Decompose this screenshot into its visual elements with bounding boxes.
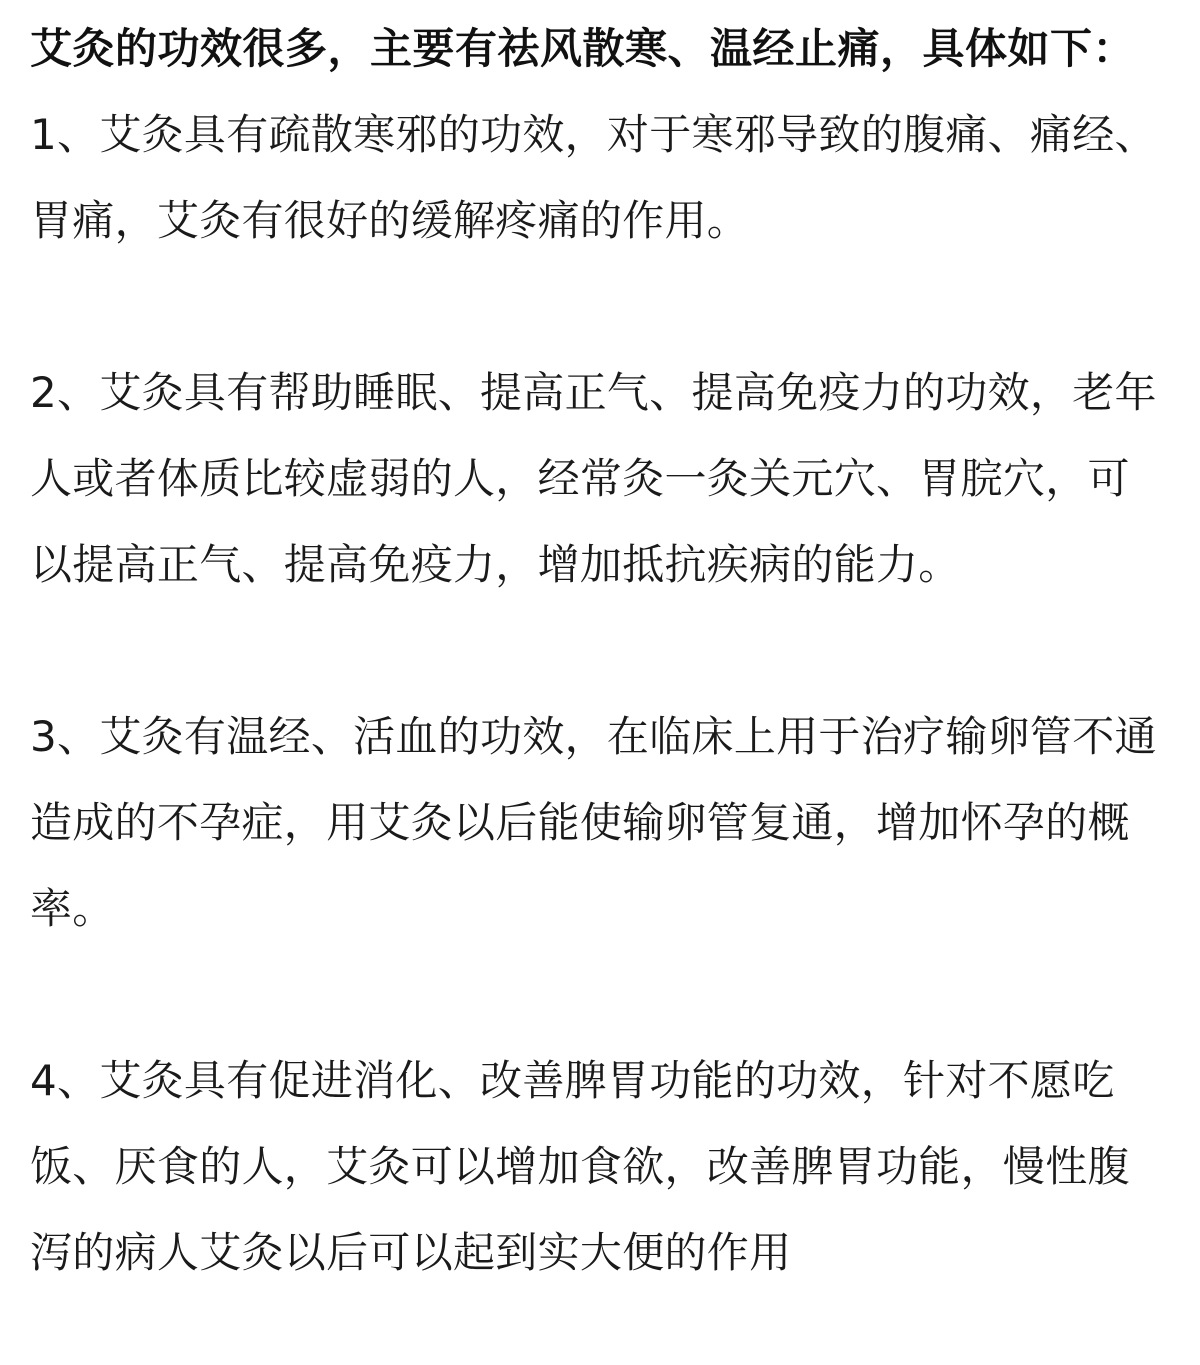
paragraph-1: 1、艾灸具有疏散寒邪的功效，对于寒邪导致的腹痛、痛经、胃痛，艾灸有很好的缓解疼痛的作用。 xyxy=(30,110,1157,245)
paragraph-4: 4、艾灸具有促进消化、改善脾胃功能的功效，针对不愿吃饭、厌食的人，艾灸可以增加食欲，改善脾胃功能，慢性腹泻的病人艾灸以后可以起到实大便的作用 xyxy=(30,1056,1130,1277)
paragraph-3: 3、艾灸有温经、活血的功效，在临床上用于治疗输卵管不通造成的不孕症，用艾灸以后能使输卵管复通，增加怀孕的概率。 xyxy=(30,712,1157,933)
paragraph-2: 2、艾灸具有帮助睡眠、提高正气、提高免疫力的功效，老年人或者体质比较虚弱的人，经常灸一灸关元穴、胃脘穴，可以提高正气、提高免疫力，增加抵抗疾病的能力。 xyxy=(30,368,1157,589)
article-heading: 艾灸的功效很多，主要有祛风散寒、温经止痛，具体如下： xyxy=(30,24,1136,73)
